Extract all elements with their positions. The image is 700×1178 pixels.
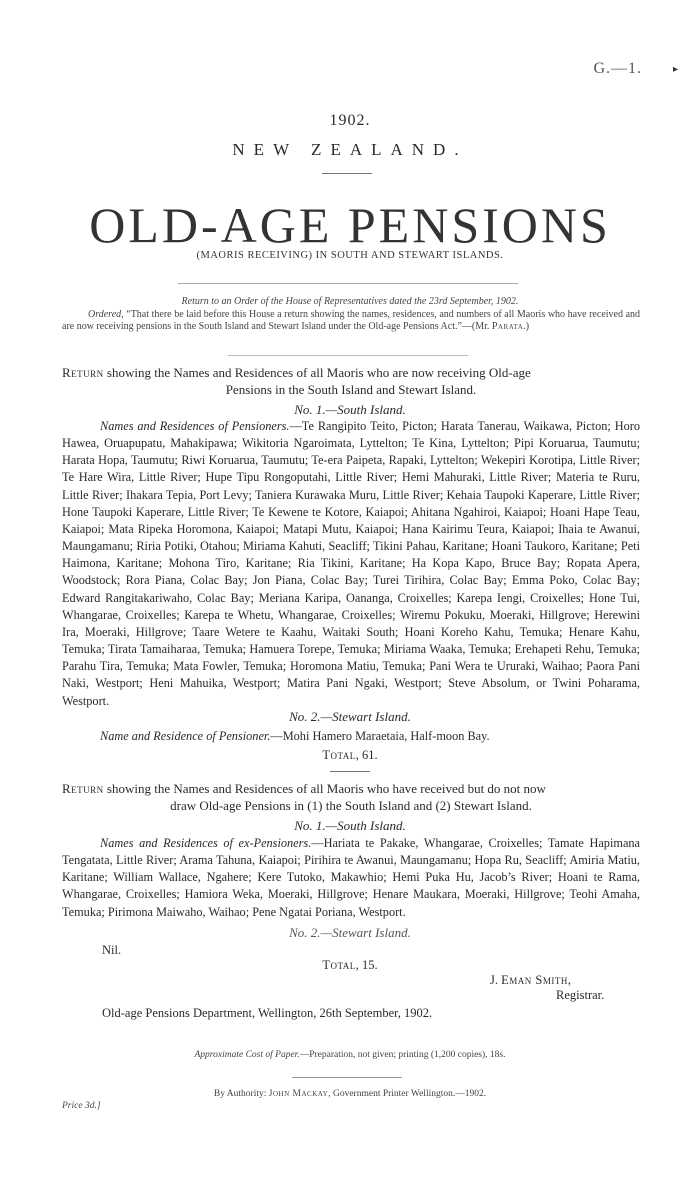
total-label-2: Total: [322, 958, 356, 972]
return-label: Return: [62, 365, 104, 380]
order-text: [62, 309, 640, 333]
document-reference: G.—1.: [593, 60, 642, 77]
year: 1902.: [329, 112, 371, 129]
footer-rule: [292, 1077, 402, 1078]
stewart-island-heading-2: No. 2.—Stewart Island.: [289, 925, 411, 940]
south-island-heading-2: No. 1.—South Island.: [294, 818, 406, 833]
page-mark: ▸: [672, 64, 678, 75]
stewart-pensioner-label: Name and Residence of Pensioner.: [100, 729, 271, 743]
pensioners-text: —Te Rangipito Teito, Picton; Harata Tanerau, Waikawa, Picton; Horo Hawea, Oruapupatu, Mahakipawa; Wikitoria Ngaroimata, Lyttelton; Te Kina, Lyttelton; Pipi Koruarua, Taumutu; Harata Hopa, Taumutu; Riwi Koruarua, Taumutu; Te-era Paipeta, Rapaki, Lyttelton; Wekepiri Korotipa, Little River; Te Hare Wira, Little River; Hupe Tipu Rongoputahi, Little River; Hemi Mahuraki, Little River; Materia te Ruru, Little River; Ihakara Tepia, Port Levy; Taniera Kurawaka Muru, Little River; Kehaia Taupoki Kaperare, Little River; Hone Taupoki Kaperare, Little River; Te Kewene te Kotore, Kaiapoi; Ahitana Ngahiroi, Kaiapoi; Hoani Hape Teau, Kaiapoi; Mata Ripeka Horomona, Kaiapoi; Matapi Mutu, Kaiapoi; Hana Kairimu Teura, Kaiapoi; Ihaia te Awanui, Maungamanu; Riria Potiki, Otahou; Miriama Kahuti, Seacliff; Tikini Pahau, Karitane; Hoani Taukoro, Karitane; Peti Haimona, Karitane; Mohona Tiro, Karitane; Ria Tikini, Karitane; Ha Kopa Kapo, Bruce Bay; Ropata Apera, Woodstock; Rora Piana, Colac Bay; Jon Piana, Colac Bay; Turei Tirihira, Colac Bay; Emma Poko, Colac Bay; Edward Rangitakariwaho, Colac Bay; Meriana Karipa, Oananga, Croixelles; Karepa Iengi, Croixelles; Hone Tui, Whangarae, Croixelles; Karepa te Whetu, Whangarae, Croixelles; Wiremu Pokuku, Moeraki, Hillgrove; Herewini Ira, Moeraki, Hillgrove; Taare Wetere te Kaahu, Waitaki South; Hoani Koreho Kahu, Temuka; Henare Kahu, Temuka; Tirata Tamaiharaa, Temuka; Hamuera Torepe, Temuka; Miriama Waaka, Temuka; Erehapeti Rehu, Temuka; Parahu Tira, Temuka; Mata Fowler, Temuka; Horomona Matiu, Temuka; Pani Wera te Ururaki, Waihao; Paora Pani Naki, Westport; Heni Mahuika, Westport; Matira Pani Ngaki, Westport; Steve Absolum, or Twini Poharama, Westport.: [62, 419, 640, 708]
signature-surname: Eman Smith: [501, 973, 568, 987]
stewart-nil: Nil.: [102, 943, 122, 957]
stewart-pensioner: [62, 728, 640, 745]
return-title-line1: showing the Names and Residences of all Maoris who are now receiving Old-age: [106, 365, 531, 380]
ex-pensioners-list: [62, 835, 640, 921]
page-subtitle: (MAORIS RECEIVING) IN SOUTH AND STEWART ISLANDS.: [196, 250, 504, 261]
ordered-label: Ordered,: [88, 309, 124, 320]
page-title: OLD-AGE PENSIONS: [89, 197, 611, 253]
return-title-line1: showing the Names and Residences of all Maoris who have received but do not now: [106, 781, 546, 796]
stewart-pensioner-text: —Mohi Hamero Maraetaia, Half-moon Bay.: [270, 729, 490, 743]
signature-comma: ,: [567, 973, 571, 987]
header-rule: [322, 173, 372, 174]
total-value: , 61.: [355, 748, 378, 762]
pensioners-list: [62, 418, 640, 710]
title-rule: [178, 283, 518, 284]
section-rule: [330, 771, 370, 772]
stewart-island-heading: No. 2.—Stewart Island.: [289, 709, 411, 724]
signature-title: Registrar.: [556, 988, 605, 1002]
authority-suffix: , Government Printer Wellington.—1902.: [328, 1089, 487, 1099]
authority-line: [0, 1089, 700, 1099]
total-former: [0, 958, 700, 973]
return-title-line2: draw Old-age Pensions in (1) the South Island and (2) Stewart Island.: [170, 798, 532, 813]
return-title-former: [62, 780, 640, 814]
pensioners-label: Names and Residences of Pensioners.: [100, 419, 290, 433]
south-island-heading: No. 1.—South Island.: [294, 402, 406, 417]
dateline: Old-age Pensions Department, Wellington, 26th September, 1902.: [102, 1006, 433, 1020]
ordered-text: “That there be laid before this House a return showing the names, residences, and numbers of all Maoris who have received and are now receiving pensions in the South Island and Stewart Island under the Old-age Pensions Act.”—(Mr.: [62, 309, 641, 332]
cost-text: —Preparation, not given; printing (1,200 copies), 18s.: [299, 1050, 506, 1060]
ex-pensioners-text: —Hariata te Pakake, Whangarae, Croixelles; Tamate Hapimana Tengatata, Little River; Arama Tahuna, Kaiapoi; Pirihira te Awanui, Maungamanu; Hopa Ru, Seacliff; Amiria Matiu, Karitane; William Wallace, Ngahere; Kere Tutoko, Makawhio; Hemi Puka Hu, Jacob’s River; Hoani te Rama, Whangarae, Croixelles; Hamiora Weka, Moeraki, Hillgrove; Henare Maukara, Moeraki, Hillgrove; Teohi Amaha, Temuka; Pirimona Maiwaho, Waihao; Pene Ngatai Poriana, Westport.: [62, 836, 641, 919]
price: Price 3d.]: [62, 1101, 101, 1111]
total-current: [0, 748, 700, 763]
return-title-current: [62, 364, 640, 398]
signature-name: [490, 973, 571, 988]
authority-prefix: By Authority:: [213, 1089, 269, 1099]
return-label: Return: [62, 781, 104, 796]
cost-note: [0, 1050, 700, 1060]
order-rule: [228, 355, 468, 356]
total-label: Total: [322, 748, 356, 762]
ordered-end: .): [523, 321, 530, 332]
total-value-2: , 15.: [355, 958, 378, 972]
mover-name: Parata: [491, 321, 524, 332]
country: NEW ZEALAND.: [232, 140, 468, 159]
cost-label: Approximate Cost of Paper.: [194, 1050, 300, 1060]
return-title-line2: Pensions in the South Island and Stewart Island.: [225, 382, 477, 397]
ex-pensioners-label: Names and Residences of ex-Pensioners.: [100, 836, 312, 850]
order-heading: Return to an Order of the House of Representatives dated the 23rd September, 1902.: [181, 296, 519, 307]
signature-initial: J.: [490, 973, 502, 987]
printer-name: John Mackay: [268, 1089, 329, 1099]
